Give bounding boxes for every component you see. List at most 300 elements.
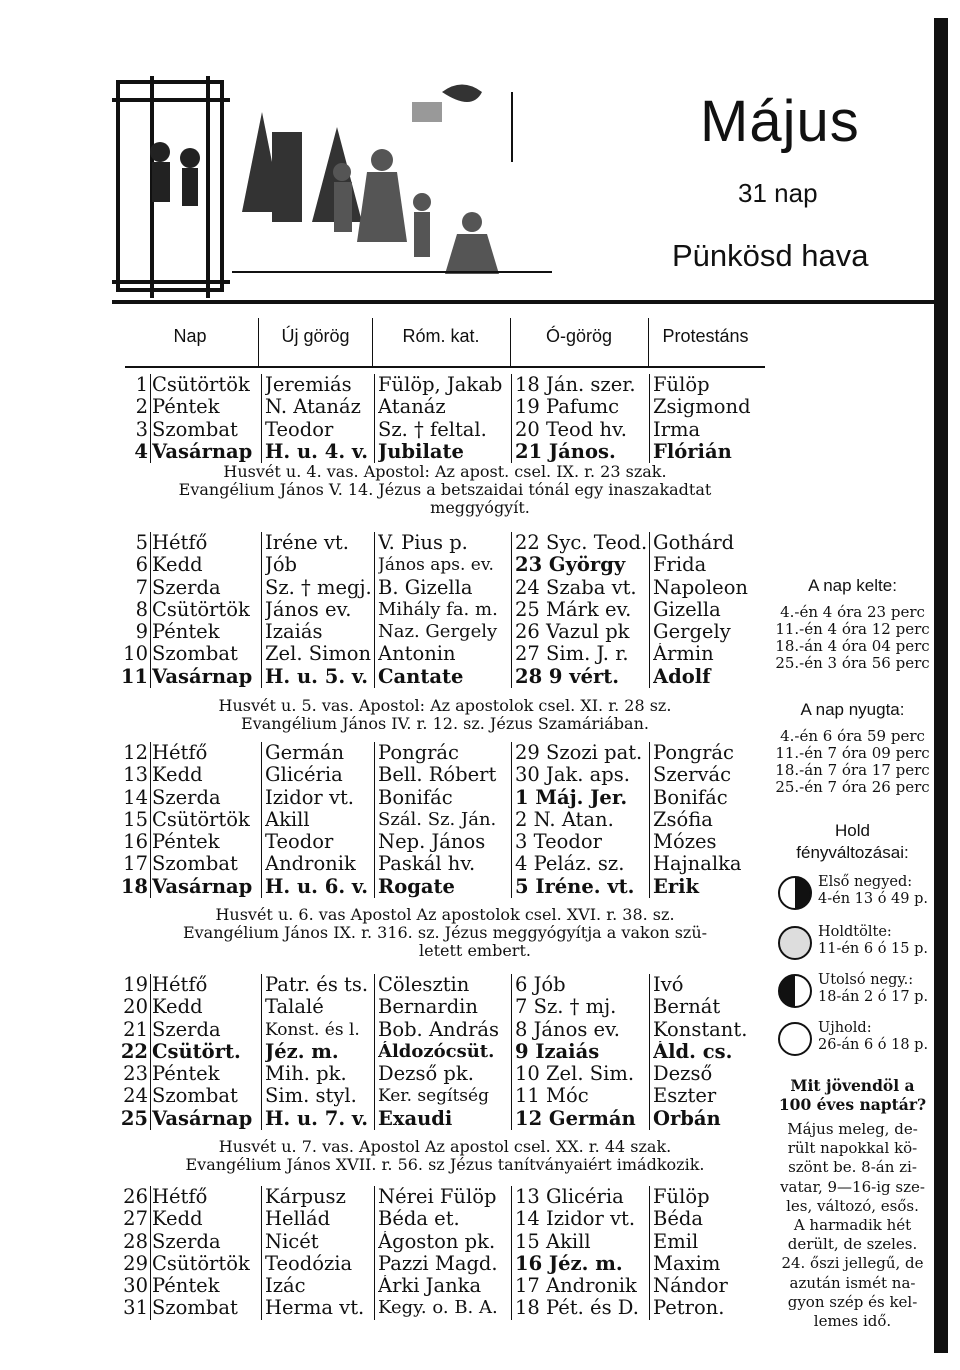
roman-name: V. Pius p. (378, 532, 468, 554)
calendar-row (112, 1253, 762, 1275)
col-divider (150, 974, 151, 1130)
weekday: Csütörtök (152, 374, 250, 396)
protestant-name: Fülöp (653, 374, 710, 396)
calendar-row (112, 1063, 762, 1085)
new-greek-name: Teodor (265, 831, 334, 854)
forecast-heading-line: 100 éves naptár? (778, 1095, 927, 1114)
calendar-row (112, 1019, 762, 1041)
phase-time: 4-én 13 ó 49 p. (818, 891, 929, 907)
new-greek-name: Germán (265, 742, 345, 764)
weekday: Szombat (152, 643, 238, 666)
phase-label: Utolsó negy.: (818, 972, 914, 988)
calendar-row (112, 396, 762, 418)
protestant-name: Zsófia (653, 808, 713, 831)
roman-name: Naz. Gergely (378, 621, 498, 643)
sunset-item: 4.-én 6 óra 59 perc (780, 727, 925, 745)
old-greek-name: 23 György (515, 554, 626, 577)
col-divider (511, 742, 512, 898)
roman-name: Árki Janka (378, 1275, 482, 1298)
sunrise-item: 18.-án 4 óra 04 perc (775, 637, 930, 655)
forecast-line: azután ismét na- (789, 1273, 916, 1292)
calendar-row (112, 1041, 762, 1063)
day-number: 15 (123, 808, 148, 831)
protestant-name: Petron. (653, 1297, 725, 1320)
weekday: Szombat (152, 1297, 238, 1320)
old-greek-name: 20 Teod hv. (515, 418, 627, 441)
old-greek-name: 9 Izaiás (515, 1040, 600, 1063)
forecast-line: gyon szép és kel- (787, 1292, 918, 1311)
gospel-note-2 (120, 697, 770, 733)
old-greek-name: 15 Akill (515, 1230, 591, 1253)
note-line: Evangélium János XVII. r. 56. sz Jézus tanítványaiért imádkozik. (185, 1155, 705, 1174)
col-header-day: Nap (173, 325, 207, 346)
day-number: 30 (123, 1275, 148, 1298)
new-greek-name: H. u. 6. v. (265, 875, 369, 898)
protestant-name: Konstant. (653, 1018, 748, 1041)
moon-section (770, 820, 935, 864)
old-greek-name: 10 Zel. Sim. (515, 1063, 635, 1086)
protestant-name: Bonifác (653, 786, 728, 809)
protestant-name: Frida (653, 554, 707, 577)
sunrise-heading: A nap kelte: (808, 576, 897, 595)
last-quarter-moon-icon (778, 974, 812, 1008)
old-greek-name: 3 Teodor (515, 831, 602, 854)
calendar-row (112, 787, 762, 809)
old-greek-name: 1 Máj. Jer. (515, 786, 628, 809)
col-divider (649, 532, 650, 688)
roman-name: Cantate (378, 665, 464, 688)
roman-name: Rogate (378, 875, 455, 898)
protestant-name: Ármin (653, 643, 714, 666)
phase-label: Holdtölte: (818, 924, 892, 940)
roman-name: Bernardin (378, 996, 478, 1019)
roman-name: János aps. ev. (378, 555, 494, 576)
day-number: 12 (123, 742, 148, 764)
note-line: Evangélium János IV. r. 12. sz. Jézus Szamáriában. (241, 714, 649, 733)
col-divider (649, 1186, 650, 1320)
calendar-row (112, 599, 762, 621)
col-divider (649, 374, 650, 463)
weekday: Csütörtök (152, 598, 250, 621)
new-greek-name: János ev. (265, 598, 352, 621)
old-greek-name: 7 Sz. † mj. (515, 996, 617, 1019)
phase-time: 26-án 6 ó 18 p. (818, 1037, 929, 1053)
note-line: Husvét u. 7. vas. Apostol Az apostol csel. XX. r. 44 szak. (218, 1137, 672, 1156)
new-greek-name: Kárpusz (265, 1186, 346, 1208)
day-number: 22 (120, 1040, 148, 1063)
phase-label: Első negyed: (818, 874, 913, 890)
sunset-item: 11.-én 7 óra 09 perc (775, 744, 930, 762)
day-number: 9 (135, 621, 148, 644)
col-divider (374, 974, 375, 1130)
day-number: 7 (135, 576, 148, 599)
col-divider (374, 374, 375, 463)
old-greek-name: 27 Sim. J. r. (515, 643, 629, 666)
protestant-name: Irma (653, 418, 701, 441)
weekday: Hétfő (152, 532, 208, 554)
weekday: Hétfő (152, 974, 208, 996)
new-greek-name: Hellád (265, 1208, 331, 1231)
week-block-5 (112, 1186, 762, 1320)
new-greek-name: Herma vt. (265, 1297, 365, 1320)
note-line: Evangélium János IX. r. 316. sz. Jézus meggyógyítja a vakon szü- (182, 923, 708, 942)
sunset-item: 25.-én 7 óra 26 perc (775, 778, 930, 796)
roman-name: Jubilate (378, 440, 464, 463)
roman-name: Béda et. (378, 1208, 460, 1231)
note-line: Evangélium János V. 14. Jézus a betszaidai tónál egy inaszakadtat (178, 480, 712, 499)
col-divider (150, 742, 151, 898)
col-divider (150, 374, 151, 463)
col-divider (150, 532, 151, 688)
new-greek-name: Sz. † megj. (265, 576, 372, 599)
calendar-row (112, 643, 762, 665)
old-greek-name: 8 János ev. (515, 1018, 620, 1041)
day-number: 23 (123, 1063, 148, 1086)
new-greek-name: H. u. 4. v. (265, 440, 369, 463)
weekday: Csütört. (152, 1040, 241, 1063)
forecast-line: A harmadik hét (793, 1216, 912, 1235)
forecast-heading (770, 1076, 935, 1114)
calendar-row (112, 1275, 762, 1297)
calendar-row (112, 1231, 762, 1253)
new-greek-name: Jéz. m. (265, 1040, 339, 1063)
roman-name: Ker. segítség (378, 1086, 489, 1107)
new-greek-name: Talalé (265, 996, 324, 1019)
calendar-row (112, 996, 762, 1018)
calendar-row (112, 1108, 762, 1130)
old-greek-name: 22 Syc. Teod. (515, 532, 648, 554)
new-moon-icon (778, 1022, 812, 1056)
weekday: Péntek (152, 1063, 220, 1086)
col-header-old-greek: Ó-görög (545, 325, 613, 346)
day-number: 8 (135, 598, 148, 621)
forecast-line: Május meleg, de- (787, 1120, 918, 1138)
full-moon-icon (778, 926, 812, 960)
day-number: 28 (123, 1230, 148, 1253)
new-greek-name: Izidor vt. (265, 786, 355, 809)
new-greek-name: Izác (265, 1275, 306, 1298)
col-divider (511, 974, 512, 1130)
col-divider (372, 318, 373, 366)
weekday: Péntek (152, 621, 220, 644)
col-divider (648, 318, 649, 366)
calendar-row (112, 419, 762, 441)
forecast-line: lemes idő. (813, 1312, 892, 1331)
roman-name: Antonin (378, 643, 456, 666)
sunset-section (770, 700, 935, 796)
note-line: Husvét u. 5. vas. Apostol: Az apostolok csel. XI. r. 28 sz. (218, 696, 672, 715)
day-number: 2 (135, 396, 148, 419)
calendar-row (112, 764, 762, 786)
day-number: 3 (135, 418, 148, 441)
protestant-name: Dezső (653, 1063, 713, 1086)
col-divider (261, 1186, 262, 1320)
old-greek-name: 14 Izidor vt. (515, 1208, 636, 1231)
col-divider (511, 1186, 512, 1320)
col-divider (510, 318, 511, 366)
day-number: 31 (123, 1297, 148, 1320)
weekday: Szombat (152, 853, 238, 876)
calendar-row (112, 1085, 762, 1107)
day-number: 20 (123, 996, 148, 1019)
roman-name: Mihály fa. m. (378, 598, 498, 620)
roman-name: Bell. Róbert (378, 764, 497, 787)
calendar-row (112, 441, 762, 463)
protestant-name: Napoleon (653, 576, 748, 599)
roman-name: Ágoston pk. (378, 1230, 496, 1253)
calendar-row (112, 666, 762, 688)
roman-name: Pazzi Magd. (378, 1252, 498, 1275)
col-divider (258, 318, 259, 366)
calendar-row (112, 853, 762, 875)
protestant-name: Gizella (653, 598, 721, 621)
new-greek-name: Izaiás (265, 621, 323, 644)
week-block-3 (112, 742, 762, 898)
forecast-line: derült, de szeles. (787, 1235, 918, 1254)
sunset-item: 18.-án 7 óra 17 perc (775, 761, 930, 779)
roman-name: B. Gizella (378, 576, 473, 599)
month-title: Május (700, 89, 860, 154)
calendar-row (112, 974, 762, 996)
calendar-row (112, 1186, 762, 1208)
calendar-row (112, 1208, 762, 1230)
protestant-name: Bernát (653, 996, 721, 1019)
day-number: 13 (123, 764, 148, 787)
phase-label: Ujhold: (818, 1020, 872, 1036)
col-divider (374, 742, 375, 898)
roman-name: Nep. János (378, 831, 486, 854)
new-greek-name: Konst. és l. (265, 1019, 360, 1040)
day-number: 11 (120, 665, 148, 688)
new-greek-name: Mih. pk. (265, 1063, 347, 1086)
weekday: Péntek (152, 1275, 220, 1298)
protestant-name: Erik (653, 875, 700, 898)
protestant-name: Flórián (653, 440, 732, 463)
calendar-row (112, 831, 762, 853)
weekday: Szombat (152, 1085, 238, 1108)
old-greek-name: 11 Móc (515, 1085, 589, 1108)
calendar-row (112, 1297, 762, 1319)
new-greek-name: H. u. 7. v. (265, 1107, 369, 1130)
week-block-2 (112, 532, 762, 688)
roman-name: Paskál hv. (378, 853, 476, 876)
col-divider (261, 974, 262, 1130)
forecast-heading-line: Mit jövendöl a (790, 1076, 915, 1095)
weekday: Csütörtök (152, 808, 250, 831)
protestant-name: Áld. cs. (653, 1040, 733, 1063)
old-greek-name: 18 Pét. és D. (515, 1297, 639, 1320)
day-number: 10 (123, 643, 148, 666)
gospel-note-3 (120, 906, 770, 960)
protestant-name: Gergely (653, 621, 731, 644)
spring-illustration (112, 72, 552, 304)
page-edge-bar (934, 18, 948, 1353)
week-block-4 (112, 974, 762, 1130)
calendar-row (112, 532, 762, 554)
old-greek-name: 5 Iréne. vt. (515, 875, 635, 898)
weekday: Szerda (152, 1018, 221, 1041)
roman-name: Fülöp, Jakab (378, 374, 503, 396)
old-greek-name: 21 János. (515, 440, 616, 463)
old-greek-name: 29 Szozi pat. (515, 742, 643, 764)
forecast-line: les, változó, esős. (786, 1196, 919, 1215)
new-greek-name: Teodózia (265, 1252, 353, 1275)
old-greek-name: 16 Jéz. m. (515, 1252, 623, 1275)
day-number: 5 (135, 532, 148, 554)
sunrise-section (770, 576, 935, 672)
first-quarter-moon-icon (778, 876, 812, 910)
old-greek-name: 24 Szaba vt. (515, 576, 637, 599)
protestant-name: Orbán (653, 1107, 721, 1130)
weekday: Kedd (152, 1208, 203, 1231)
old-greek-name: 30 Jak. aps. (515, 764, 630, 787)
forecast-line: szönt be. 8-án zi- (788, 1158, 917, 1177)
header-bottom-rule (125, 366, 765, 368)
protestant-name: Szervác (653, 764, 732, 787)
protestant-name: Nándor (653, 1275, 728, 1298)
forecast-line: rült napokkal kö- (787, 1139, 918, 1158)
old-greek-name: 6 Jób (515, 974, 566, 996)
new-greek-name: Patr. és ts. (265, 974, 369, 996)
sunset-heading: A nap nyugta: (800, 700, 905, 719)
roman-name: Szál. Sz. Ján. (378, 808, 497, 830)
protestant-name: Pongrác (653, 742, 734, 764)
phase-time: 18-án 2 ó 17 p. (818, 989, 929, 1005)
old-greek-name: 18 Ján. szer. (515, 374, 636, 396)
moon-phase-full (780, 924, 935, 958)
day-number: 18 (120, 875, 148, 898)
roman-name: Cölesztin (378, 974, 470, 996)
weekday: Kedd (152, 554, 203, 577)
weekday: Hétfő (152, 1186, 208, 1208)
phase-time: 11-én 6 ó 15 p. (818, 941, 929, 957)
day-number: 1 (135, 374, 148, 396)
weekday: Kedd (152, 996, 203, 1019)
col-divider (261, 374, 262, 463)
weekday: Vasárnap (152, 875, 253, 898)
col-divider (150, 1186, 151, 1320)
new-greek-name: Jeremiás (265, 374, 352, 396)
new-greek-name: Iréne vt. (265, 532, 349, 554)
col-divider (261, 742, 262, 898)
new-greek-name: N. Atanáz (265, 396, 361, 419)
new-greek-name: Teodor (265, 418, 334, 441)
note-line: Husvét u. 4. vas. Apostol: Az apost. csel. IX. r. 23 szak. (223, 462, 667, 481)
protestant-name: Zsigmond (653, 396, 751, 419)
old-greek-name: 19 Pafumc (515, 396, 620, 419)
gospel-note-1 (120, 463, 770, 517)
col-header-new-greek: Új görög (281, 325, 350, 346)
col-divider (511, 532, 512, 688)
col-divider (374, 1186, 375, 1320)
calendar-row (112, 809, 762, 831)
moon-heading: Hold (835, 821, 870, 840)
forecast-text (770, 1120, 935, 1331)
weekday: Szombat (152, 418, 238, 441)
old-greek-name: 12 Germán (515, 1107, 636, 1130)
protestant-name: Emil (653, 1230, 699, 1253)
protestant-name: Béda (653, 1208, 703, 1231)
col-divider (649, 742, 650, 898)
new-greek-name: Sim. styl. (265, 1085, 357, 1108)
moon-phase-last-quarter (780, 972, 935, 1006)
old-greek-name: 17 Andronik (515, 1275, 637, 1298)
forecast-line: 24. őszi jellegű, de (781, 1254, 924, 1273)
roman-name: Bob. András (378, 1018, 500, 1041)
note-line: meggyógyít. (430, 498, 530, 517)
calendar-row (112, 621, 762, 643)
weekday: Péntek (152, 396, 220, 419)
old-greek-name: 26 Vazul pk (515, 621, 630, 644)
sunrise-item: 4.-én 4 óra 23 perc (780, 603, 925, 621)
weekday: Péntek (152, 831, 220, 854)
weekday: Szerda (152, 1230, 221, 1253)
old-greek-name: 13 Glicéria (515, 1186, 624, 1208)
day-number: 17 (123, 853, 148, 876)
moon-phase-new (780, 1020, 935, 1054)
protestant-name: Eszter (653, 1085, 717, 1108)
note-line: Husvét u. 6. vas Apostol Az apostolok csel. XVI. r. 38. sz. (215, 905, 675, 924)
new-greek-name: H. u. 5. v. (265, 665, 369, 688)
weekday: Hétfő (152, 742, 208, 764)
weekday: Szerda (152, 576, 221, 599)
calendar-row (112, 554, 762, 576)
day-number: 27 (123, 1208, 148, 1231)
new-greek-name: Nicét (265, 1230, 319, 1253)
col-header-roman: Róm. kat. (402, 325, 480, 346)
protestant-name: Mózes (653, 831, 717, 854)
roman-name: Áldozócsüt. (378, 1040, 495, 1062)
calendar-row (112, 374, 762, 396)
weekday: Kedd (152, 764, 203, 787)
weekday: Vasárnap (152, 665, 253, 688)
day-number: 19 (123, 974, 148, 996)
col-divider (649, 974, 650, 1130)
weekday: Vasárnap (152, 440, 253, 463)
forecast-line: vatar, 9—16-ig sze- (780, 1177, 925, 1196)
moon-heading: fényváltozásai: (796, 843, 909, 862)
calendar-row (112, 742, 762, 764)
day-number: 4 (134, 440, 148, 463)
new-greek-name: Zel. Simon (265, 643, 372, 666)
old-greek-name: 4 Peláz. sz. (515, 853, 625, 876)
weekday: Szerda (152, 786, 221, 809)
day-number: 14 (123, 786, 148, 809)
col-header-protestant: Protestáns (662, 325, 749, 346)
gospel-note-4 (120, 1138, 770, 1174)
roman-name: Atanáz (378, 396, 446, 419)
moon-phase-first-quarter (780, 874, 935, 908)
roman-name: Bonifác (378, 786, 453, 809)
weekday: Csütörtök (152, 1252, 250, 1275)
col-divider (374, 532, 375, 688)
protestant-name: Fülöp (653, 1186, 710, 1208)
new-greek-name: Glicéria (265, 764, 343, 787)
roman-name: Dezső pk. (378, 1063, 474, 1086)
protestant-name: Maxim (653, 1252, 721, 1275)
day-number: 26 (123, 1186, 148, 1208)
day-number: 25 (120, 1107, 148, 1130)
old-greek-name: 28 9 vért. (515, 665, 620, 688)
sunrise-item: 25.-én 3 óra 56 perc (775, 654, 930, 672)
roman-name: Exaudi (378, 1107, 453, 1130)
sunrise-item: 11.-én 4 óra 12 perc (775, 620, 930, 638)
protestant-name: Ivó (653, 974, 684, 996)
roman-name: Sz. † feltal. (378, 418, 487, 441)
new-greek-name: Andronik (265, 853, 356, 876)
day-number: 16 (123, 831, 148, 854)
roman-name: Pongrác (378, 742, 459, 764)
